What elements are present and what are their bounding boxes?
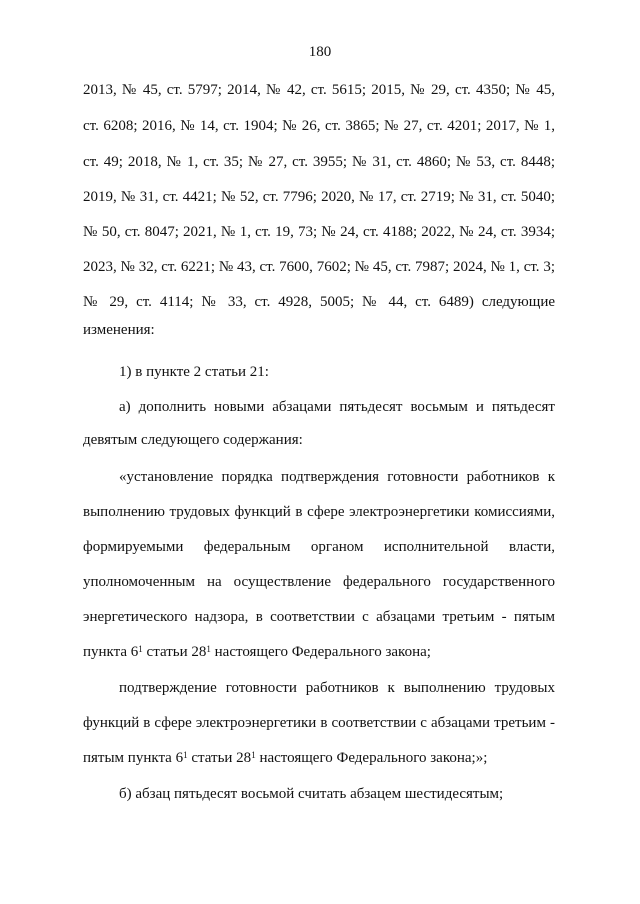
text-line: «установление порядка подтверждения готовности работников к bbox=[119, 469, 555, 485]
text-line: ст. 49; 2018, № 1, ст. 35; № 27, ст. 3955; № 31, ст. 4860; № 53, ст. 8448; bbox=[83, 154, 555, 170]
text-line: изменения: bbox=[83, 322, 155, 338]
text-line: подтверждение готовности работников к выполнению трудовых bbox=[119, 680, 555, 696]
text-line: функций в сфере электроэнергетики в соответствии с абзацами третьим - bbox=[83, 715, 555, 731]
text-line: выполнению трудовых функций в сфере электроэнергетики комиссиями, bbox=[83, 504, 555, 520]
text-line: а) дополнить новыми абзацами пятьдесят восьмым и пятьдесят bbox=[119, 399, 555, 415]
text-line: б) абзац пятьдесят восьмой считать абзацем шестидесятым; bbox=[119, 786, 504, 802]
text-line: формируемыми федеральным органом исполнительной власти, bbox=[83, 539, 555, 555]
text-line: 1) в пункте 2 статьи 21: bbox=[119, 364, 269, 380]
text-line: энергетического надзора, в соответствии с абзацами третьим - пятым bbox=[83, 609, 555, 625]
text-line: 2023, № 32, ст. 6221; № 43, ст. 7600, 7602; № 45, ст. 7987; 2024, № 1, ст. 3; bbox=[83, 259, 555, 275]
text-line: уполномоченным на осуществление федерального государственного bbox=[83, 574, 555, 590]
text-line: 2013, № 45, ст. 5797; 2014, № 42, ст. 5615; 2015, № 29, ст. 4350; № 45, bbox=[83, 82, 555, 98]
text-line: ст. 6208; 2016, № 14, ст. 1904; № 26, ст. 3865; № 27, ст. 4201; 2017, № 1, bbox=[83, 118, 555, 134]
text-line: № 29, ст. 4114; № 33, ст. 4928, 5005; № 44, ст. 6489) следующие bbox=[83, 294, 555, 310]
page-number: 180 bbox=[308, 44, 332, 60]
text-line: 2019, № 31, ст. 4421; № 52, ст. 7796; 2020, № 17, ст. 2719; № 31, ст. 5040; bbox=[83, 189, 555, 205]
text-line: № 50, ст. 8047; 2021, № 1, ст. 19, 73; № 24, ст. 4188; 2022, № 24, ст. 3934; bbox=[83, 224, 555, 240]
text-line-superscript: пятым пункта $6^1$ статьи $28^1$ настоящего Федерального закона;»; bbox=[83, 750, 488, 766]
text-line-superscript: пункта $6^1$ статьи $28^1$ настоящего Федерального закона; bbox=[83, 644, 431, 660]
text-line: девятым следующего содержания: bbox=[83, 432, 303, 448]
